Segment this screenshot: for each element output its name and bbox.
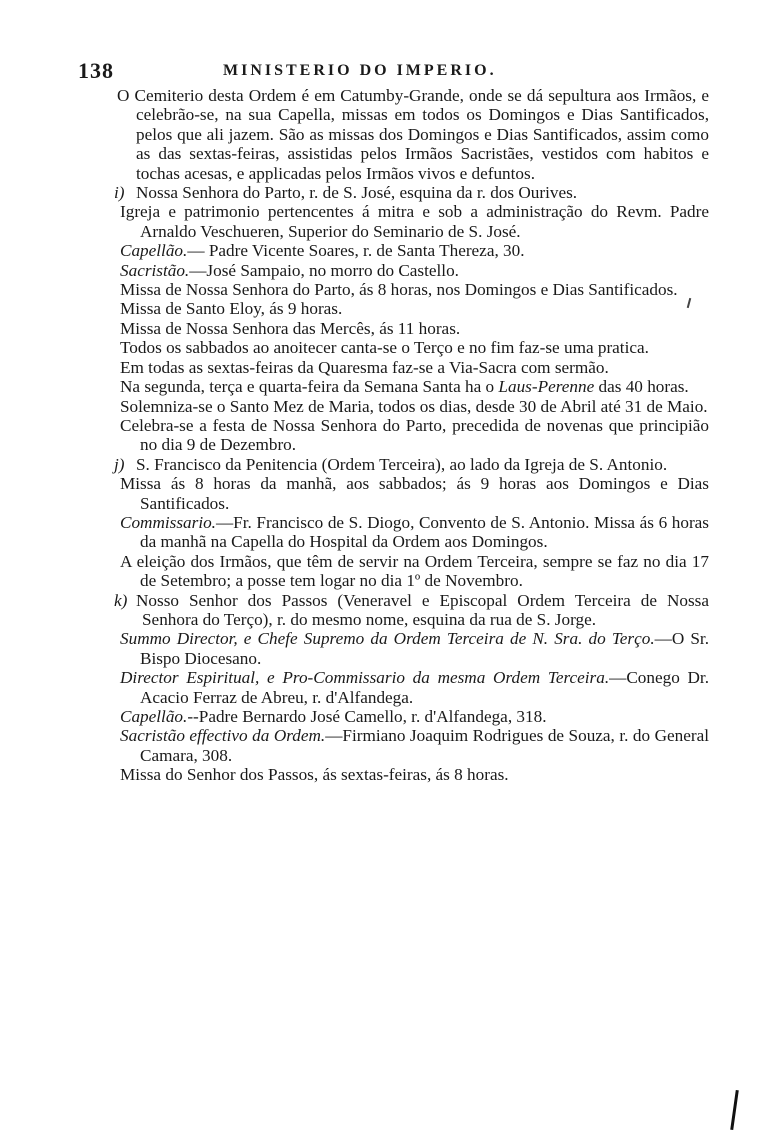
entry-letter: j) xyxy=(114,454,125,474)
entry-title: Nosso Senhor dos Passos (Veneravel e Episcopal Ordem Terceira de Nossa Senhora do Terço), r. do mesmo nome, esquina da rua de S. Jorge. xyxy=(136,590,709,629)
paragraph xyxy=(84,319,709,338)
paragraph-text: Missa ás 8 horas da manhã, aos sabbados; ás 9 horas aos Domingos e Dias Santificados. xyxy=(120,474,709,513)
role-text: --Padre Bernardo José Camello, r. d'Alfandega, 318. xyxy=(187,707,547,726)
italic-term: Laus-Perenne xyxy=(498,377,595,397)
entry-title: Nossa Senhora do Parto, r. de S. José, esquina da r. dos Ourives. xyxy=(136,183,578,203)
role-title: Sacristão. xyxy=(120,260,190,280)
page-header xyxy=(78,58,708,84)
role-title: Director Espiritual, e Pro-Commissario da mesma Ordem Terceira. xyxy=(120,668,610,688)
paragraph-text: Missa de Nossa Senhora das Mercês, ás 11 horas. xyxy=(120,318,461,338)
body-text xyxy=(84,86,709,785)
role-line xyxy=(84,513,709,552)
paragraph xyxy=(84,338,709,357)
paragraph xyxy=(84,202,709,241)
entry-k xyxy=(84,591,709,630)
paragraph-text: Missa de Santo Eloy, ás 9 horas. xyxy=(120,299,343,319)
paragraph-text: O Cemiterio desta Ordem é em Catumby-Grande, onde se dá sepultura aos Irmãos, e celebrão-se, na sua Capella, missas em todos os Domingos e Dias Santificados, pelos que ali jazem. São as missas dos Domingos e Dias Santificados, assim como as das sextas-feiras, assistidas pelos Irmãos Sacristães, vestidos com habitos e tochas acesas, e applicadas pelos Irmãos vivos e defuntos. xyxy=(117,86,709,183)
paragraph-text: Todos os sabbados ao anoitecer canta-se o Terço e no fim faz-se uma pratica. xyxy=(120,338,649,358)
role-text: —Fr. Francisco de S. Diogo, Convento de S. Antonio. Missa ás 6 horas da manhã na Capella do Hospital da Ordem aos Domingos. xyxy=(140,512,709,552)
paragraph xyxy=(84,474,709,513)
role-text: —Conego Dr. Acacio Ferraz de Abreu, r. d'Alfandega. xyxy=(140,668,710,707)
role-text: —José Sampaio, no morro do Castello. xyxy=(189,260,459,280)
paragraph-text: das 40 horas. xyxy=(594,377,689,397)
role-text: — Padre Vicente Soares, r. de Santa Thereza, 30. xyxy=(187,241,525,261)
role-text: —Firmiano Joaquim Rodrigues de Souza, r. do General Camara, 308. xyxy=(140,726,709,765)
role-line xyxy=(84,261,709,280)
paragraph-text: Missa do Senhor dos Passos, ás sextas-feiras, ás 8 horas. xyxy=(120,765,509,785)
entry-letter: k) xyxy=(114,590,128,610)
paragraph-text: Igreja e patrimonio pertencentes á mitra e sob a administração do Revm. Padre Arnaldo Veschueren, Superior do Seminario de S. José. xyxy=(120,202,709,241)
role-title: Capellão. xyxy=(120,707,188,726)
role-line xyxy=(84,726,709,765)
page-number: 138 xyxy=(78,58,114,83)
role-title: Sacristão effectivo da Ordem. xyxy=(120,726,326,746)
paragraph-text: A eleição dos Irmãos, que têm de servir na Ordem Terceira, sempre se faz no dia 17 de Setembro; a posse tem logar no dia 1º de Novembro. xyxy=(120,551,709,591)
paragraph-text: Solemniza-se o Santo Mez de Maria, todos os dias, desde 30 de Abril até 31 de Maio. xyxy=(120,396,708,416)
paragraph xyxy=(84,416,709,455)
entry-letter: i) xyxy=(114,183,125,203)
role-line xyxy=(84,707,709,726)
ink-stroke-mark xyxy=(730,1090,739,1130)
role-title: Commissario. xyxy=(120,512,216,532)
paragraph-text: Celebra-se a festa de Nossa Senhora do Parto, precedida de novenas que principião no dia 9 de Dezembro. xyxy=(120,415,709,455)
entry-title: S. Francisco da Penitencia (Ordem Terceira), ao lado da Igreja de S. Antonio. xyxy=(136,454,668,474)
role-title: Summo Director, e Chefe Supremo da Ordem Terceira de N. Sra. do Terço. xyxy=(120,629,655,649)
role-line xyxy=(84,668,709,707)
running-head: MINISTERIO DO IMPERIO. xyxy=(223,62,497,79)
role-line xyxy=(84,241,709,260)
entry-i xyxy=(84,183,709,202)
paragraph xyxy=(84,280,709,299)
entry-j xyxy=(84,455,709,474)
paragraph xyxy=(84,299,709,318)
paragraph-text: Em todas as sextas-feiras da Quaresma faz-se a Via-Sacra com sermão. xyxy=(120,357,609,377)
role-text: —O Sr. Bispo Diocesano. xyxy=(140,629,709,668)
paragraph-cemiterio xyxy=(84,86,709,183)
role-title: Capellão. xyxy=(120,241,188,261)
role-line xyxy=(84,629,709,668)
paragraph xyxy=(84,358,709,377)
paragraph-laus-perenne xyxy=(84,377,709,396)
paragraph xyxy=(84,765,709,784)
paragraph xyxy=(84,397,709,416)
paragraph xyxy=(84,552,709,591)
paragraph-text: Missa de Nossa Senhora do Parto, ás 8 horas, nos Domingos e Dias Santificados. xyxy=(120,280,678,300)
paragraph-text: Na segunda, terça e quarta-feira da Semana Santa ha o xyxy=(120,377,499,397)
